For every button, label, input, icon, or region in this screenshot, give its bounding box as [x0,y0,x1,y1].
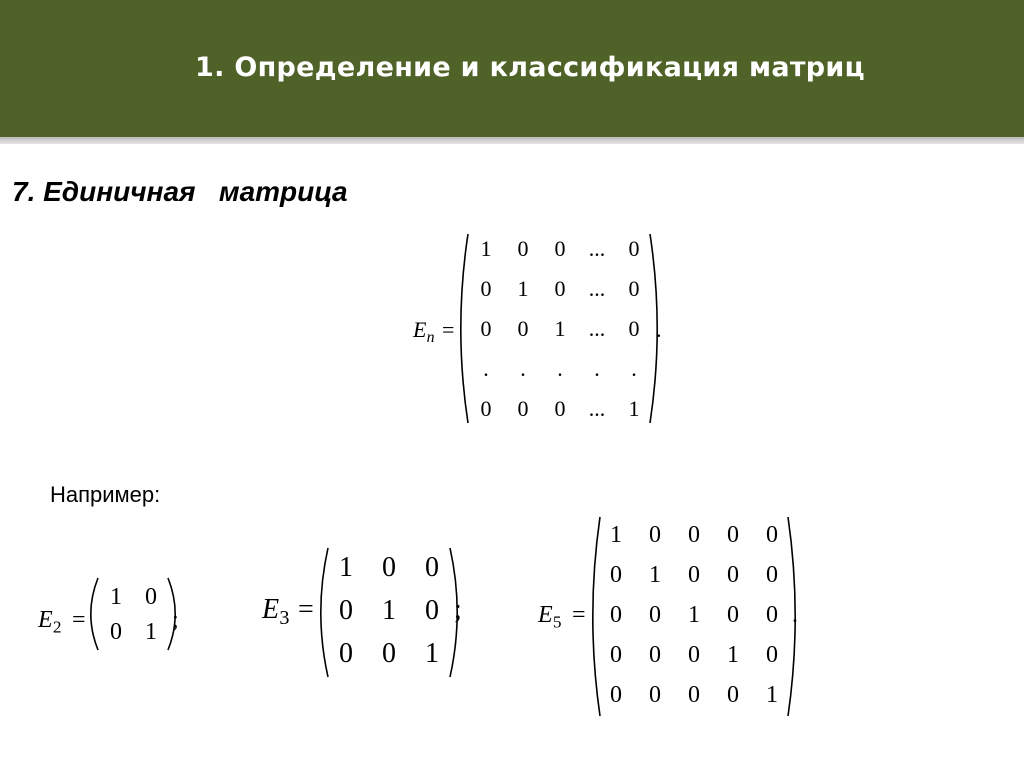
matrix-terminator: ; [172,607,179,633]
matrix-entry: 0 [688,562,700,588]
matrix-entry: 1 [517,276,529,301]
matrix-entry: 0 [339,638,353,669]
matrix-entry: 0 [425,595,439,626]
matrix-entry: 0 [554,396,566,421]
matrix-entry: 0 [145,584,157,610]
matrix-entry: 0 [554,276,566,301]
matrix-symbol: E [538,602,553,628]
example-label: Например: [50,482,161,507]
matrix-entry: 0 [610,682,622,708]
matrix-symbol: E [413,317,427,342]
matrix-entry: ... [588,396,606,421]
left-parenthesis [593,517,600,716]
matrix-entry: . [631,356,637,381]
matrix-entry: 0 [766,562,778,588]
matrix-symbol: E [262,594,280,625]
matrix-entry: 0 [628,276,640,301]
matrix-entry: 0 [649,602,661,628]
matrix-subscript: 3 [279,607,290,630]
matrix-entry: 0 [517,236,529,261]
left-parenthesis [91,578,98,650]
matrix-entry: 0 [610,562,622,588]
matrix-entry: 0 [339,595,353,626]
matrix-entry: ... [588,316,606,341]
matrix-entry: 0 [425,552,439,583]
matrix-entry: 0 [649,642,661,668]
matrix-entry: 0 [610,602,622,628]
matrix-entry: . [594,356,600,381]
matrix-entry: ... [588,236,606,261]
slide-title: 1. Определение и классификация матриц [195,52,865,83]
matrix-entry: 0 [727,602,739,628]
left-parenthesis [321,548,328,677]
matrix-entry: . [557,356,563,381]
equals-sign: = [298,594,314,625]
matrix-entry: 0 [382,552,396,583]
matrix-entry: 0 [688,682,700,708]
matrix-entry: 0 [766,642,778,668]
matrix-entry: 1 [110,584,122,610]
matrix-subscript: 5 [552,612,562,632]
matrix-entry: 0 [610,642,622,668]
matrix-entry: 0 [517,316,529,341]
matrix-entry: 0 [766,522,778,548]
section-subtitle: 7. Единичная матрица [12,176,348,207]
matrix-entry: 0 [688,642,700,668]
matrix-entry: 1 [727,642,739,668]
matrix-entry: 0 [628,236,640,261]
matrix-entry: 0 [649,522,661,548]
matrix-entry: 1 [628,396,640,421]
equals-sign: = [572,602,586,628]
matrix-subscript: n [426,328,435,346]
equals-sign: = [442,317,455,342]
matrix-symbol: E [38,607,53,633]
equals-sign: = [72,607,86,633]
matrix-terminator: . [656,317,662,342]
left-parenthesis [461,234,468,423]
matrix-entry: 1 [554,316,566,341]
matrix-entry: 1 [610,522,622,548]
matrix-entry: 1 [382,595,396,626]
matrix-entry: 0 [766,602,778,628]
matrix-entry: 0 [110,619,122,645]
matrix-entry: 0 [688,522,700,548]
matrix-entry: 0 [480,396,492,421]
matrix-terminator: . [792,602,798,628]
matrix-entry: . [483,356,489,381]
matrix-entry: 0 [554,236,566,261]
matrix-entry: 1 [425,638,439,669]
matrix-entry: 0 [727,562,739,588]
matrix-entry: 1 [649,562,661,588]
matrix-entry: 0 [727,522,739,548]
matrix-entry: 1 [339,552,353,583]
matrix-terminator: ; [454,594,462,625]
matrix-entry: 0 [517,396,529,421]
matrix-entry: 0 [480,276,492,301]
matrix-entry: 0 [628,316,640,341]
matrix-entry: 0 [649,682,661,708]
matrix-entry: 0 [382,638,396,669]
matrix-entry: 1 [480,236,492,261]
matrix-entry: 1 [688,602,700,628]
matrix-entry: 0 [727,682,739,708]
matrix-subscript: 2 [52,617,62,637]
matrix-entry: 0 [480,316,492,341]
matrix-entry: 1 [766,682,778,708]
matrix-entry: ... [588,276,606,301]
matrix-entry: 1 [145,619,157,645]
matrix-entry: . [520,356,526,381]
